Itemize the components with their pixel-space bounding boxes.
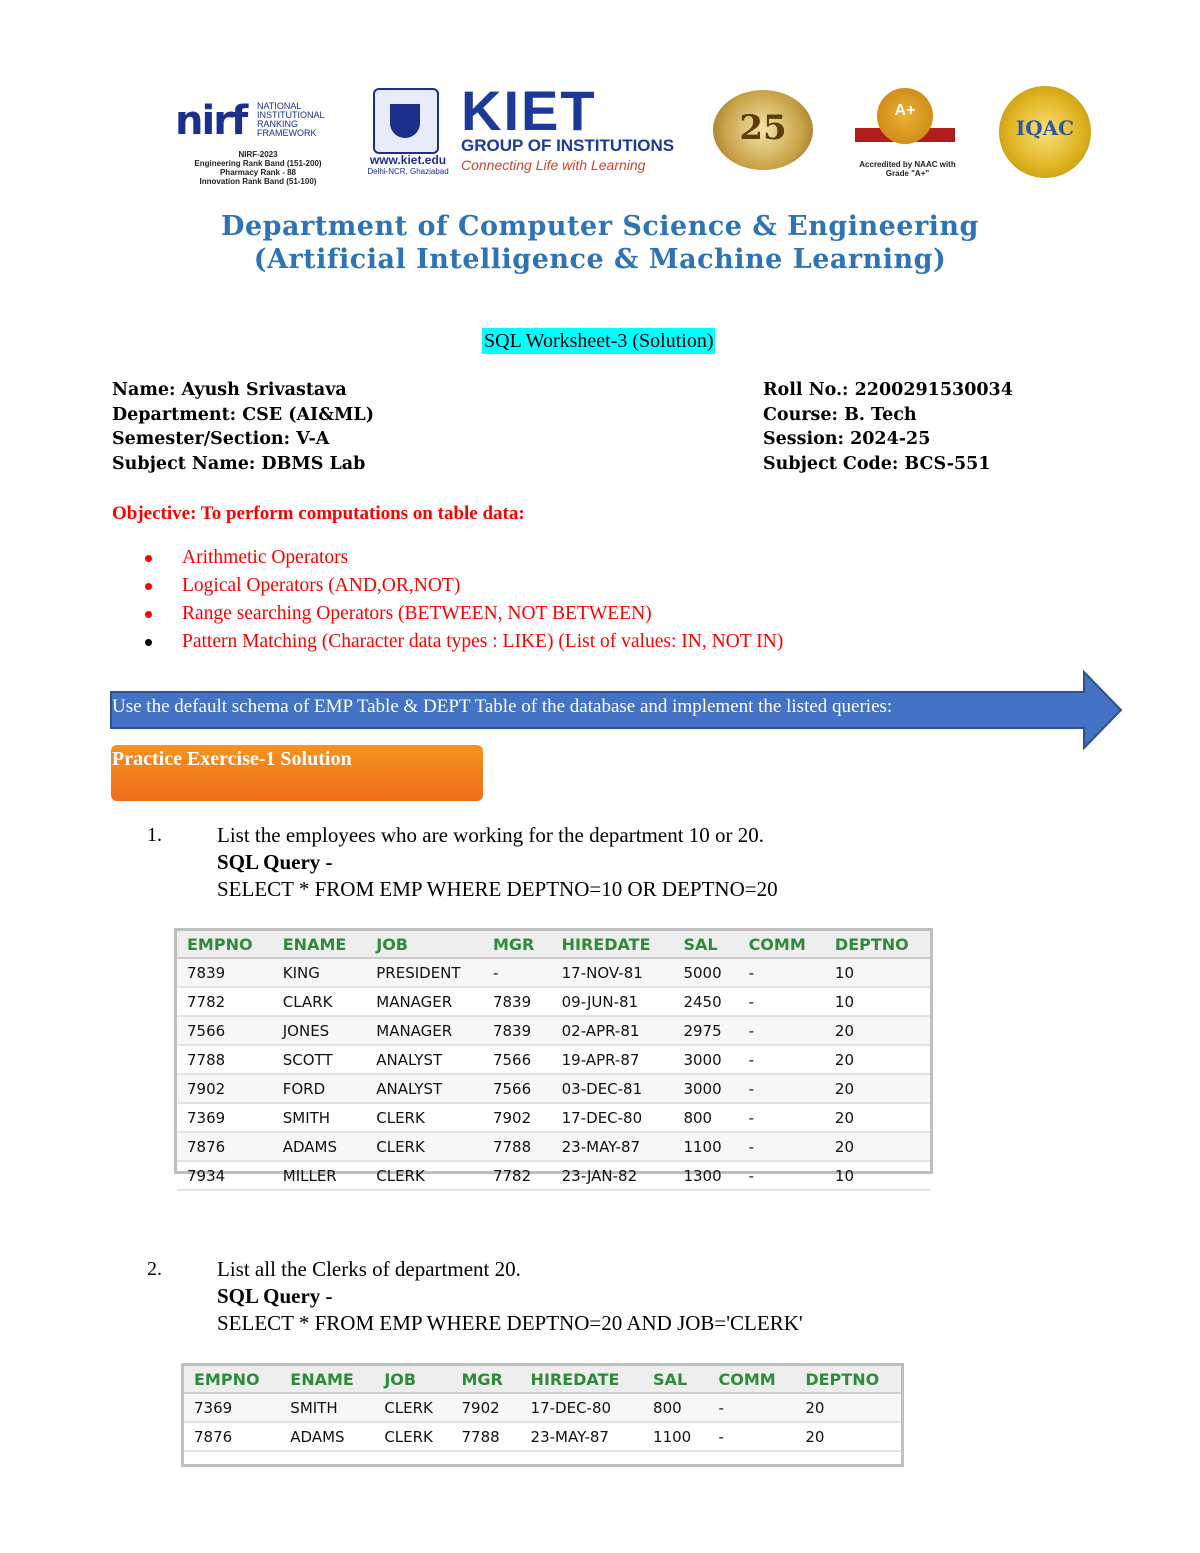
nirf-mark: nirf [175,98,247,144]
student-info-left [112,378,374,476]
table-cell: CLARK [273,987,367,1016]
kiet-url: www.kiet.edu [369,153,447,167]
list-item: Range searching Operators (BETWEEN, NOT BETWEEN) [145,600,783,628]
naac-logo [855,88,960,178]
anniversary-badge-icon: 25 [713,90,813,170]
session: Session: 2024-25 [763,429,931,449]
table-cell: 7369 [184,1393,280,1422]
table-cell: 20 [825,1103,930,1132]
table-cell: 20 [825,1016,930,1045]
table-cell: 2450 [673,987,738,1016]
student-name: Name: Ayush Srivastava [112,380,347,400]
column-header: COMM [739,931,825,958]
table-row [177,1132,930,1161]
table-cell: 800 [673,1103,738,1132]
table-cell: ADAMS [273,1132,367,1161]
nirf-logo [165,90,345,186]
table-cell: 03-DEC-81 [552,1074,674,1103]
table-cell: - [739,1161,825,1190]
topic-list [145,544,783,656]
table-cell: MANAGER [366,987,483,1016]
table-cell: 7876 [177,1132,273,1161]
table-cell: 19-APR-87 [552,1045,674,1074]
question-2 [217,1256,803,1337]
table-cell: 7788 [483,1132,552,1161]
iqac-seal-icon: IQAC [999,86,1091,178]
table-cell: CLERK [366,1161,483,1190]
table-cell: 10 [825,958,930,987]
department-subtitle: (Artificial Intelligence & Machine Learning) [253,244,947,275]
table-cell: 17-DEC-80 [552,1103,674,1132]
student-semester: Semester/Section: V-A [112,429,330,449]
kiet-name: KIET [461,79,597,142]
table-cell: CLERK [366,1132,483,1161]
subject-name: Subject Name: DBMS Lab [112,453,366,474]
table-cell: FORD [273,1074,367,1103]
kiet-location: Delhi-NCR, Ghaziabad [367,167,449,176]
table-cell: - [739,1103,825,1132]
table-cell: 7839 [177,958,273,987]
table-cell: 3000 [673,1074,738,1103]
table-cell: 09-JUN-81 [552,987,674,1016]
column-header: MGR [483,931,552,958]
objective: Objective: To perform computations on table data: [112,503,525,524]
table-cell: 20 [825,1045,930,1074]
column-header: JOB [374,1366,451,1393]
query-label: SQL Query - [217,1284,333,1308]
kiet-logo [461,79,701,174]
table-cell: 7782 [177,987,273,1016]
nirf-rank-info: NIRF-2023 Engineering Rank Band (151-200) Pharmacy Rank - 88 Innovation Rank Band (51-100) [194,150,322,186]
column-header: EMPNO [184,1366,280,1393]
table-cell: 5000 [673,958,738,987]
table-cell: - [739,958,825,987]
table-cell: 7369 [177,1103,273,1132]
table-row [177,1161,930,1190]
kiet-group: GROUP OF INSTITUTIONS [461,136,675,155]
table-cell: 7934 [177,1161,273,1190]
table-cell: ANALYST [366,1045,483,1074]
logo-strip [165,79,1100,186]
column-header: SAL [673,931,738,958]
list-item: Logical Operators (AND,OR,NOT) [145,572,783,600]
table-row [184,1393,901,1422]
table-cell: - [739,1045,825,1074]
sql-query: SELECT * FROM EMP WHERE DEPTNO=20 AND JOB='CLERK' [217,1311,803,1335]
table-row [177,1103,930,1132]
table-cell: 7566 [177,1016,273,1045]
table-header-row [177,931,930,958]
table-cell: 20 [795,1422,901,1451]
table-cell: - [709,1393,796,1422]
table-cell: SMITH [273,1103,367,1132]
table-cell: 7839 [483,987,552,1016]
table-cell: CLERK [374,1393,451,1422]
table-cell: 1100 [673,1132,738,1161]
table-header-row [184,1366,901,1393]
naac-seal-icon: A+ [877,88,933,144]
table-cell: 7839 [483,1016,552,1045]
table-cell: KING [273,958,367,987]
nirf-name: NATIONAL INSTITUTIONAL RANKING FRAMEWORK [257,101,325,138]
table-cell: 7566 [483,1074,552,1103]
column-header: ENAME [280,1366,374,1393]
table-row [177,1045,930,1074]
column-header: JOB [366,931,483,958]
table-cell: JONES [273,1016,367,1045]
table-cell: MILLER [273,1161,367,1190]
question-text: List all the Clerks of department 20. [217,1257,521,1281]
column-header: COMM [709,1366,796,1393]
table-cell: ANALYST [366,1074,483,1103]
question-number: 1. [147,824,162,846]
column-header: SAL [643,1366,708,1393]
table-row [177,1074,930,1103]
table-cell: - [739,1016,825,1045]
table-cell: SCOTT [273,1045,367,1074]
column-header: EMPNO [177,931,273,958]
table-cell: 23-MAY-87 [552,1132,674,1161]
table-cell: 7902 [483,1103,552,1132]
table-row [177,1016,930,1045]
table-cell: 7566 [483,1045,552,1074]
table-cell: 17-NOV-81 [552,958,674,987]
table-cell: 23-JAN-82 [552,1161,674,1190]
list-item: Arithmetic Operators [145,544,783,572]
column-header: HIREDATE [552,931,674,958]
table-cell: 7788 [177,1045,273,1074]
table-cell: 10 [825,987,930,1016]
table-cell: 7876 [184,1422,280,1451]
sql-query: SELECT * FROM EMP WHERE DEPTNO=10 OR DEPTNO=20 [217,877,778,901]
query-label: SQL Query - [217,850,333,874]
table-cell: 02-APR-81 [552,1016,674,1045]
result-table-1 [177,931,930,1191]
table-cell: - [483,958,552,987]
student-info-right [763,378,1013,476]
kiet-tagline: Connecting Life with Learning [461,157,646,173]
question-text: List the employees who are working for the department 10 or 20. [217,823,765,847]
table-cell: CLERK [366,1103,483,1132]
table-cell: 7902 [177,1074,273,1103]
table-cell: 7782 [483,1161,552,1190]
course: Course: B. Tech [763,404,917,425]
list-item: Pattern Matching (Character data types : LIKE) (List of values: IN, NOT IN) [145,628,783,656]
table-cell: - [709,1422,796,1451]
table-cell: 2975 [673,1016,738,1045]
column-header: MGR [451,1366,520,1393]
table-cell: - [739,1132,825,1161]
table-cell: ADAMS [280,1422,374,1451]
naac-accreditation: Accredited by NAAC with Grade "A+" [859,160,956,178]
subject-code: Subject Code: BCS-551 [763,453,991,474]
worksheet-title: SQL Worksheet-3 (Solution) [484,330,714,352]
table-row [177,958,930,987]
table-cell: 20 [795,1393,901,1422]
table-cell: 23-MAY-87 [521,1422,643,1451]
practice-exercise-label: Practice Exercise-1 Solution [111,745,483,801]
table-cell: - [739,1074,825,1103]
table-cell: SMITH [280,1393,374,1422]
table-cell: 20 [825,1074,930,1103]
table-row [177,987,930,1016]
column-header: DEPTNO [795,1366,901,1393]
banner-text: Use the default schema of EMP Table & DEPT Table of the database and implement the listed queries: [112,696,893,717]
kiet-crest-icon [373,88,439,154]
department-title: Department of Computer Science & Engineering [221,211,979,242]
column-header: HIREDATE [521,1366,643,1393]
table-cell: 800 [643,1393,708,1422]
roll-number: Roll No.: 2200291530034 [763,380,1013,400]
table-cell: 7788 [451,1422,520,1451]
result-table-2 [184,1366,901,1452]
table-cell: PRESIDENT [366,958,483,987]
table-cell: 20 [825,1132,930,1161]
table-cell: 10 [825,1161,930,1190]
table-cell: 1300 [673,1161,738,1190]
table-cell: CLERK [374,1422,451,1451]
column-header: DEPTNO [825,931,930,958]
question-1 [217,822,778,903]
table-cell: MANAGER [366,1016,483,1045]
table-cell: 3000 [673,1045,738,1074]
column-header: ENAME [273,931,367,958]
student-department: Department: CSE (AI&ML) [112,404,374,425]
table-cell: 17-DEC-80 [521,1393,643,1422]
table-cell: 1100 [643,1422,708,1451]
table-cell: - [739,987,825,1016]
table-cell: 7902 [451,1393,520,1422]
question-number: 2. [147,1258,162,1280]
table-row [184,1422,901,1451]
